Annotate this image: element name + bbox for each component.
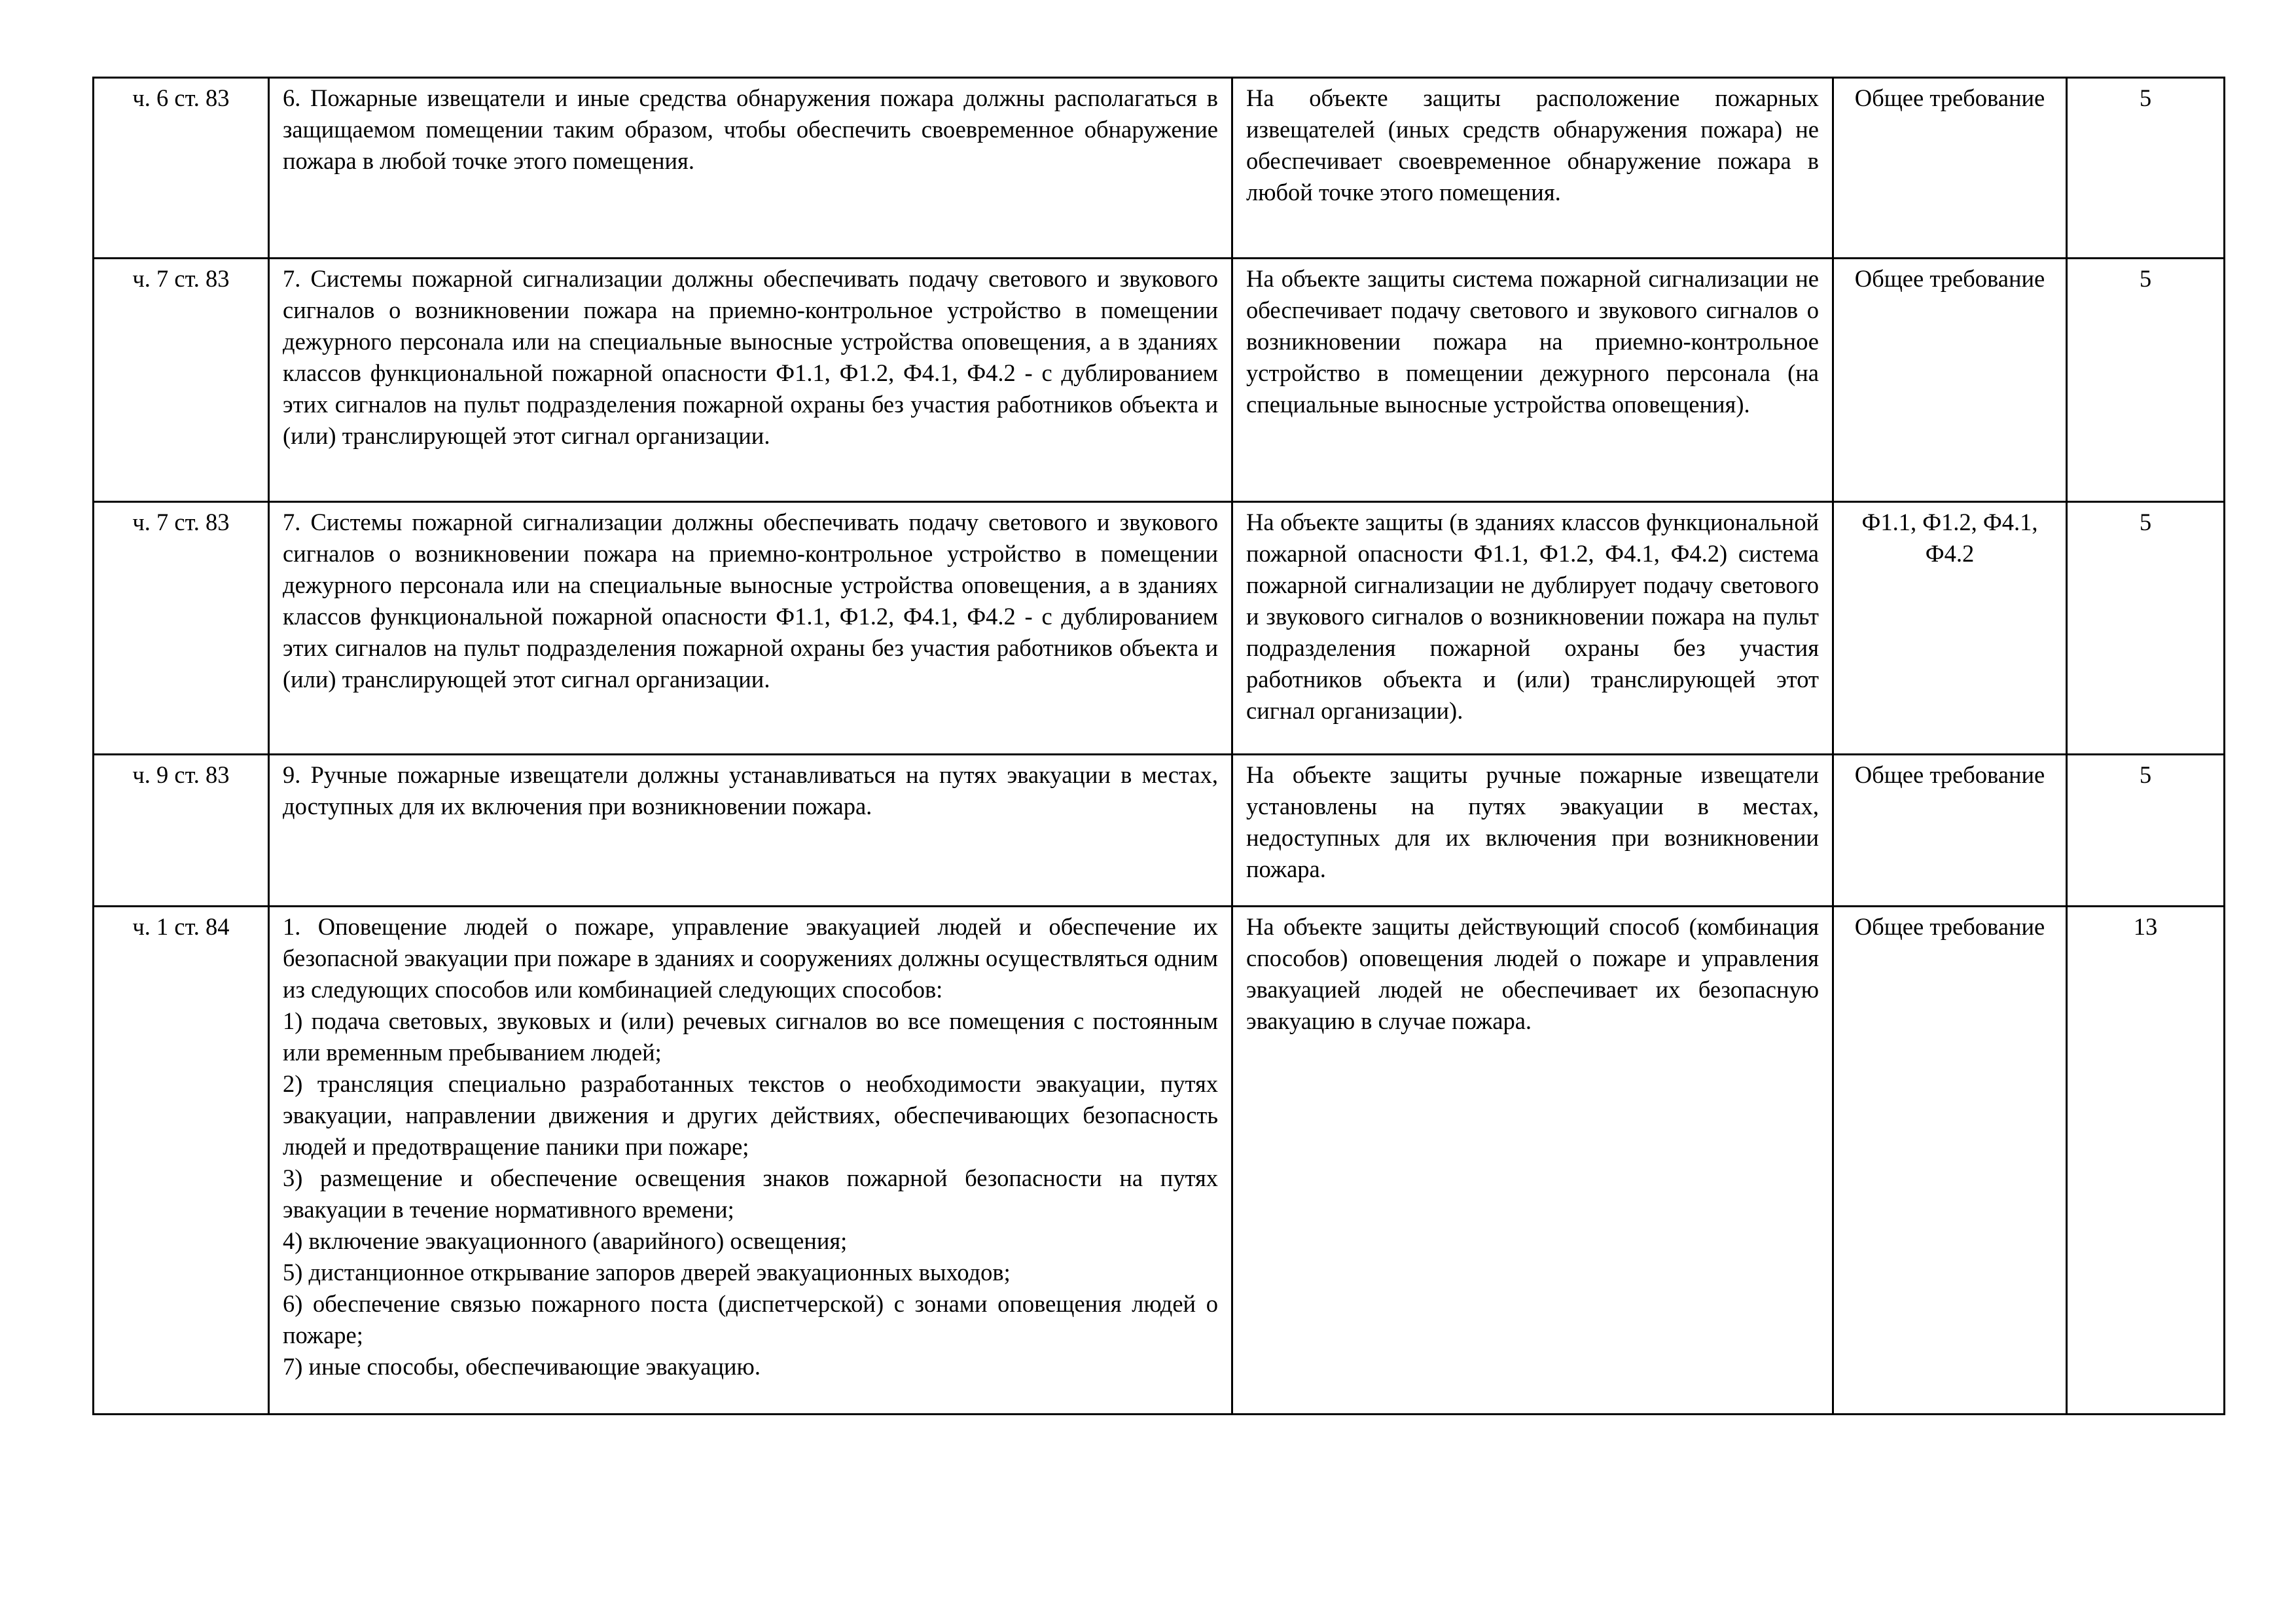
- table-row: [94, 502, 2225, 755]
- building-class-cell: Общее требование: [1833, 907, 2067, 1415]
- building-class-cell: Общее требование: [1833, 259, 2067, 502]
- article-ref-cell: ч. 7 ст. 83: [94, 502, 269, 755]
- table-row: [94, 259, 2225, 502]
- requirement-text-cell: 9. Ручные пожарные извещатели должны устанавливаться на путях эвакуации в местах, доступных для их включения при возникновении пожара.: [269, 755, 1232, 907]
- article-ref-cell: ч. 9 ст. 83: [94, 755, 269, 907]
- article-ref-cell: ч. 6 ст. 83: [94, 78, 269, 259]
- violation-text-cell: На объекте защиты (в зданиях классов функциональной пожарной опасности Ф1.1, Ф1.2, Ф4.1, Ф4.2) система пожарной сигнализации не дублирует подачу светового и звукового сигналов о возникновении пожара на пульт подразделения пожарной охраны без участия работников объекта и (или) транслирующей этот сигнал организации).: [1232, 502, 1833, 755]
- requirement-method-item: 5) дистанционное открывание запоров дверей эвакуационных выходов;: [283, 1259, 1011, 1286]
- violation-text-cell: На объекте защиты система пожарной сигнализации не обеспечивает подачу светового и звукового сигналов о возникновении пожара на приемно-контрольное устройство в помещении дежурного персонала (на специальные выносные устройства оповещения).: [1232, 259, 1833, 502]
- severity-cell: 5: [2067, 502, 2225, 755]
- requirement-method-item: 7) иные способы, обеспечивающие эвакуацию.: [283, 1353, 761, 1380]
- building-class-cell: Ф1.1, Ф1.2, Ф4.1, Ф4.2: [1833, 502, 2067, 755]
- requirement-method-item: 3) размещение и обеспечение освещения знаков пожарной безопасности на путях эвакуации в течение нормативного времени;: [283, 1164, 1218, 1223]
- article-ref-cell: ч. 1 ст. 84: [94, 907, 269, 1415]
- requirement-text-cell: 6. Пожарные извещатели и иные средства обнаружения пожара должны располагаться в защищаемом помещении таким образом, чтобы обеспечить своевременное обнаружение пожара в любой точке этого помещения.: [269, 78, 1232, 259]
- requirement-text-cell: 7. Системы пожарной сигнализации должны обеспечивать подачу светового и звукового сигналов о возникновении пожара на приемно-контрольное устройство в помещении дежурного персонала или на специальные выносные устройства оповещения, а в зданиях классов функциональной пожарной опасности Ф1.1, Ф1.2, Ф4.1, Ф4.2 - с дублированием этих сигналов на пульт подразделения пожарной охраны без участия работников объекта и (или) транслирующей этот сигнал организации.: [269, 502, 1232, 755]
- table-row: [94, 755, 2225, 907]
- severity-cell: 5: [2067, 78, 2225, 259]
- violation-text-cell: На объекте защиты расположение пожарных извещателей (иных средств обнаружения пожара) не обеспечивает своевременное обнаружение пожара в любой точке этого помещения.: [1232, 78, 1833, 259]
- table-row: [94, 78, 2225, 259]
- severity-cell: 13: [2067, 907, 2225, 1415]
- violation-text-cell: На объекте защиты действующий способ (комбинация способов) оповещения людей о пожаре и управления эвакуацией людей не обеспечивает их безопасную эвакуацию в случае пожара.: [1232, 907, 1833, 1415]
- building-class-cell: Общее требование: [1833, 755, 2067, 907]
- severity-cell: 5: [2067, 259, 2225, 502]
- severity-cell: 5: [2067, 755, 2225, 907]
- requirement-text-cell: [269, 907, 1232, 1415]
- requirement-method-item: 4) включение эвакуационного (аварийного) освещения;: [283, 1227, 848, 1254]
- article-ref-cell: ч. 7 ст. 83: [94, 259, 269, 502]
- violation-text-cell: На объекте защиты ручные пожарные извещатели установлены на путях эвакуации в местах, недоступных для их включения при возникновении пожара.: [1232, 755, 1833, 907]
- requirement-method-item: 6) обеспечение связью пожарного поста (диспетчерской) с зонами оповещения людей о пожаре;: [283, 1290, 1218, 1348]
- requirement-method-item: 2) трансляция специально разработанных текстов о необходимости эвакуации, путях эвакуации, направлении движения и других действиях, обеспечивающих безопасность людей и предотвращение паники при пожаре;: [283, 1070, 1218, 1160]
- requirements-table: [92, 77, 2225, 1415]
- table-row: [94, 907, 2225, 1415]
- building-class-cell: Общее требование: [1833, 78, 2067, 259]
- requirement-method-item: 1) подача световых, звуковых и (или) речевых сигналов во все помещения с постоянным или временным пребыванием людей;: [283, 1007, 1218, 1066]
- requirement-text-cell: 7. Системы пожарной сигнализации должны обеспечивать подачу светового и звукового сигналов о возникновении пожара на приемно-контрольное устройство в помещении дежурного персонала или на специальные выносные устройства оповещения, а в зданиях классов функциональной пожарной опасности Ф1.1, Ф1.2, Ф4.1, Ф4.2 - с дублированием этих сигналов на пульт подразделения пожарной охраны без участия работников объекта и (или) транслирующей этот сигнал организации.: [269, 259, 1232, 502]
- requirement-intro: 1. Оповещение людей о пожаре, управление эвакуацией людей и обеспечение их безопасной эвакуации при пожаре в зданиях и сооружениях должны осуществляться одним из следующих способов или комбинацией следующих способов:: [283, 913, 1218, 1003]
